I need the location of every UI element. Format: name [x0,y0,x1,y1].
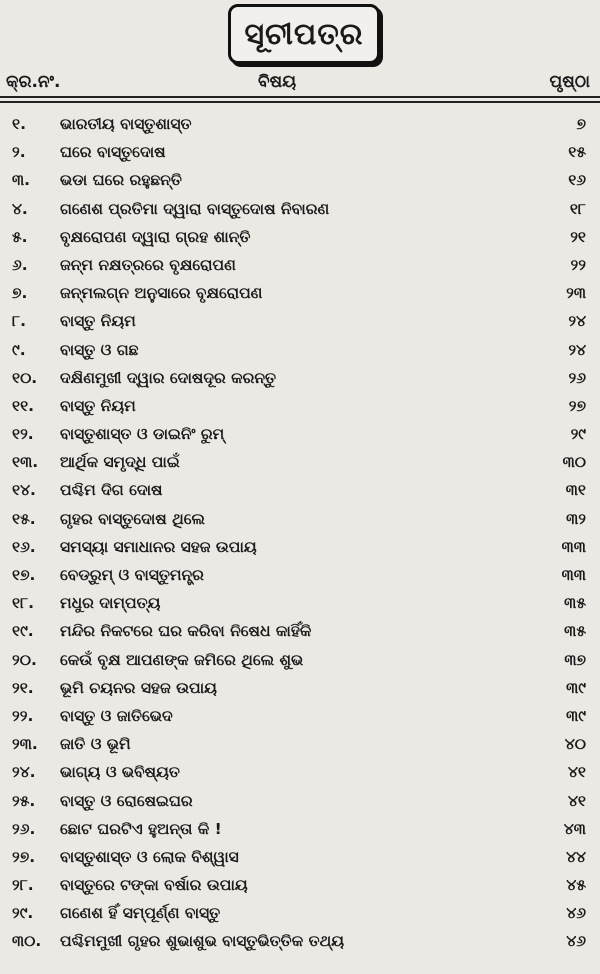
entry-page: ୪୩ [563,819,586,838]
list-item [0,251,600,279]
entry-page: ୩୫ [564,622,586,641]
list-item [0,392,600,420]
entry-number: ୧୨. [12,425,34,444]
entry-number: ୮. [12,312,26,331]
entry-number: ୧୬. [12,537,36,556]
entry-title: ଭାରତୀୟ ବାସ୍ତୁଶାସ୍ତ [60,115,192,133]
entry-title: ମନ୍ଦିର ନିକଟରେ ଘର କରିବା ନିଷେଧ କାହିଁକି [60,622,312,641]
entry-number: ୨୪. [12,763,36,782]
list-item [0,476,600,504]
entry-page: ୨୧ [570,227,586,246]
list-item [0,166,600,194]
entry-title: ଜନ୍ମଲଗ୍ନ ଅନୁସାରେ ବୃକ୍ଷରୋପଣ [60,284,263,303]
entry-number: ୧. [12,115,26,133]
entry-number: ୧୪. [12,481,36,500]
list-item [0,561,600,589]
entry-number: ୨୯. [12,904,34,923]
entry-page: ୪୪ [566,847,586,866]
entry-page: ୭ [576,115,586,133]
entry-page: ୨୪ [568,340,586,359]
entry-title: ବୃକ୍ଷରୋପଣ ଦ୍ୱାରା ଗ୍ରହ ଶାନ୍ତି [60,227,251,246]
list-item [0,336,600,364]
entry-number: ୨୩. [12,735,38,754]
entry-title: ଭୂମି ଚୟନର ସହଜ ଉପାୟ [60,678,217,697]
entry-title: ଭାଗ୍ୟ ଓ ଭବିଷ୍ୟତ [60,763,180,782]
header-serial: କ୍ର.ନଂ. [6,72,61,92]
list-item [0,646,600,674]
header-subject: ବିଷୟ [258,72,297,92]
entry-number: ୩୦. [12,932,42,951]
list-item [0,195,600,223]
entry-number: ୨୮. [12,876,34,895]
entry-title: ଆର୍ଥିକ ସମୃଦ୍ଧି ପାଇଁ [60,453,180,472]
list-item [0,364,600,392]
entry-title: ଦକ୍ଷିଣମୁଖୀ ଦ୍ୱାର ଦୋଷଦୂର କରନ୍ତୁ [60,368,277,387]
entry-number: ୩. [12,171,31,190]
entry-number: ୧୦. [12,368,38,387]
entry-number: ୧୭. [12,566,36,584]
entry-title: ବାସ୍ତୁ ନିୟମ [60,312,136,331]
entry-page: ୨୯ [570,425,586,444]
header-rule-bottom [0,101,600,103]
entry-number: ୧୧. [12,396,35,415]
entry-number: ୨୭. [12,847,36,866]
list-item [0,758,600,786]
entry-number: ୭. [12,284,28,303]
header-page: ପୃଷ୍ଠା [549,72,590,92]
entry-number: ୨୫. [12,791,36,810]
entry-title: ପଶ୍ଚିମ ଦିଗ ଦୋଷ [60,481,163,500]
list-item [0,307,600,335]
list-item [0,110,600,138]
entry-title: ଘରେ ବାସ୍ତୁଦୋଷ [60,143,166,162]
entry-page: ୨୪ [568,312,586,331]
list-item [0,420,600,448]
entry-title: ବାସ୍ତୁ ଓ ଜାତିଭେଦ [60,706,173,725]
entry-title: ମଧୁର ଦାମ୍ପତ୍ୟ [60,594,161,613]
entry-title: ବାସ୍ତୁ ଓ ରୋଷେଇଘର [60,791,193,810]
list-item [0,787,600,815]
entry-page: ୩୯ [566,706,586,725]
list-item [0,223,600,251]
entry-title: ଜାତି ଓ ଭୂମି [60,735,131,754]
list-item [0,279,600,307]
entry-page: ୨୬ [568,368,586,387]
entry-title: ଗଣେଶ ପ୍ରତିମା ଦ୍ୱାରା ବାସ୍ତୁଦୋଷ ନିବାରଣ [60,199,330,218]
entry-number: ୨୨. [12,706,34,725]
list-item [0,843,600,871]
entry-page: ୪୫ [566,876,586,895]
entry-title: ଗଣେଶ ହିଁ ସମ୍ପୂର୍ଣ୍ଣ ବାସ୍ତୁ [60,904,221,923]
header-rule-top [0,96,600,98]
entry-title: ବାସ୍ତୁ ନିୟମ [60,396,136,415]
entry-number: ୫. [12,227,28,246]
page-title: ସୂଚୀପତ୍ର [228,4,380,64]
entry-number: ୧୯. [12,622,34,641]
entry-number: ୨୬. [12,819,36,838]
entry-page: ୨୩ [566,284,586,303]
entry-page: ୪୧ [567,763,586,782]
list-item [0,730,600,758]
entry-title: ସମସ୍ୟା ସମାଧାନର ସହଜ ଉପାୟ [60,537,257,556]
entry-number: ୨. [12,143,26,162]
list-item [0,927,600,955]
entry-number: ୧୩. [12,453,39,472]
entry-title: ବାସ୍ତୁରେ ଟଙ୍କା ବର୍ଷାର ଉପାୟ [60,876,248,895]
entry-number: ୯. [12,340,26,359]
list-item [0,589,600,617]
entry-page: ୩୫ [564,594,586,613]
entry-page: ୧୬ [568,171,586,190]
contents-list [0,110,600,956]
entry-title: ପଶ୍ଚିମମୁଖୀ ଗୃହର ଶୁଭାଶୁଭ ବାସ୍ତୁଭିତ୍ତିକ ତଥ୍ୟ [60,932,345,951]
entry-page: ୩୩ [561,537,586,556]
entry-number: ୧୮. [12,594,35,613]
entry-page: ୧୮ [569,199,586,218]
entry-title: ବାସ୍ତୁ ଓ ଗଛ [60,340,139,359]
entry-title: ଜନ୍ମ ନକ୍ଷତ୍ରରେ ବୃକ୍ଷରୋପଣ [60,255,236,274]
entry-page: ୨୭ [568,396,586,415]
list-item [0,899,600,927]
list-item [0,871,600,899]
entry-page: ୪୧ [567,791,586,810]
entry-page: ୩୭ [564,650,586,669]
list-item [0,702,600,730]
entry-page: ୩୩ [561,566,586,584]
list-item [0,815,600,843]
list-item [0,674,600,702]
entry-page: ୪୬ [566,904,586,923]
entry-page: ୩୦ [562,453,586,472]
entry-number: ୪. [12,199,28,218]
list-item [0,617,600,645]
entry-title: ବାସ୍ତୁଶାସ୍ତ ଓ ଡାଇନିଂ ରୁମ୍ [60,425,225,444]
entry-title: କେଉଁ ବୃକ୍ଷ ଆପଣଙ୍କ ଜମିରେ ଥିଲେ ଶୁଭ [60,650,304,669]
entry-page: ୪୦ [564,735,586,754]
entry-page: ୨୨ [570,255,586,274]
entry-page: ୩୨ [566,509,586,528]
entry-page: ୩୧ [565,481,586,500]
entry-number: ୨୦. [12,650,37,669]
entry-page: ୧୫ [568,143,586,162]
list-item [0,448,600,476]
list-item [0,505,600,533]
entry-number: ୬. [12,255,28,274]
entry-title: ଛୋଟ ଘରଟିଏ ହୁଅନ୍ତା କି ! [60,819,222,838]
entry-title: ବେଡ୍‌ରୁମ୍ ଓ ବାସ୍ତୁମନ୍ତ୍ର [60,566,204,584]
entry-page: ୩୯ [566,678,586,697]
entry-title: ବାସ୍ତୁଶାସ୍ତ ଓ ଲୋକ ବିଶ୍ୱାସ [60,847,239,866]
entry-number: ୨୧. [12,678,34,697]
entry-number: ୧୫. [12,509,36,528]
list-item [0,138,600,166]
entry-title: ଗୃହର ବାସ୍ତୁଦୋଷ ଥିଲେ [60,509,205,528]
entry-page: ୪୬ [566,932,586,951]
list-item [0,533,600,561]
entry-title: ଭଡା ଘରେ ରହୁଛନ୍ତି [60,171,182,190]
